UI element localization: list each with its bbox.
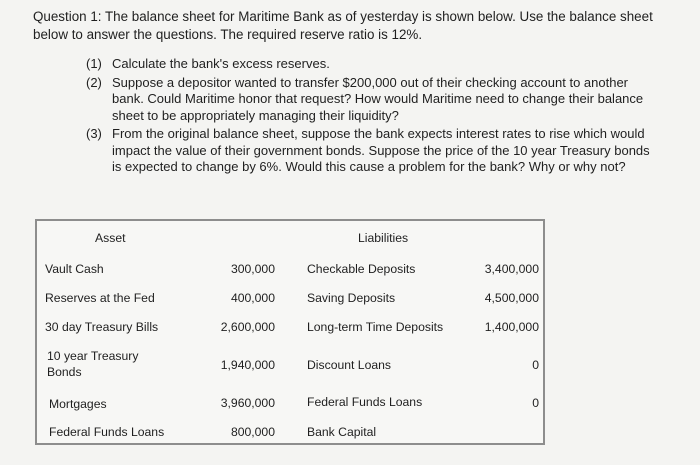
liability-name-federal-funds-loans: Federal Funds Loans — [307, 395, 423, 409]
question-intro: Question 1: The balance sheet for Maritime Bank as of yesterday is shown below. Use the balance sheet below to answer the questions. The required reserve ratio is 12%. — [33, 9, 653, 42]
asset-header: Asset — [95, 231, 126, 245]
question-text-2: Suppose a depositor wanted to transfer $200,000 out of their checking account to another bank. Could Maritime honor that request? How would Maritime need to change their balance sheet to be appropriately managing their liquidity? — [112, 74, 644, 123]
question-text-3: From the original balance sheet, suppose the bank expects interest rates to rise which would impact the value of their government bonds. Suppose the price of the 10 year Treasury bonds is expected to change by 6%. Would this cause a problem for the bank? Why or why not? — [112, 126, 650, 174]
question-item-2 — [86, 75, 673, 125]
question-number-3: (3) — [86, 126, 102, 141]
asset-name-10-year-bonds: 10 year Treasury Bonds — [47, 349, 139, 379]
question-list — [33, 56, 673, 176]
liability-name-discount-loans: Discount Loans — [307, 358, 392, 372]
asset-name-federal-funds-loans: Federal Funds Loans — [49, 425, 165, 439]
question-item-1 — [86, 56, 673, 73]
liability-value-saving-deposits: 4,500,000 — [484, 291, 539, 305]
asset-value-30-day-bills: 2,600,000 — [220, 320, 275, 334]
liability-name-checkable-deposits: Checkable Deposits — [307, 262, 416, 276]
asset-name-vault-cash: Vault Cash — [45, 262, 104, 276]
balance-sheet-table — [35, 219, 545, 445]
question-number-2: (2) — [86, 74, 102, 90]
asset-name-mortgages: Mortgages — [49, 397, 107, 411]
liabilities-header: Liabilities — [358, 231, 409, 245]
asset-value-mortgages: 3,960,000 — [220, 396, 275, 410]
asset-value-10-year-bonds: 1,940,000 — [220, 358, 275, 372]
asset-value-reserves-fed: 400,000 — [230, 291, 275, 305]
asset-name-30-day-bills: 30 day Treasury Bills — [45, 320, 159, 334]
liability-value-federal-funds-loans: 0 — [532, 396, 539, 410]
liability-name-saving-deposits: Saving Deposits — [307, 291, 396, 305]
question-text-1: Calculate the bank's excess reserves. — [112, 56, 330, 71]
question-item-3 — [86, 126, 673, 176]
asset-value-federal-funds-loans: 800,000 — [230, 425, 275, 439]
liability-value-long-term-deposits: 1,400,000 — [484, 320, 539, 334]
liability-value-checkable-deposits: 3,400,000 — [484, 262, 539, 276]
liability-name-long-term-deposits: Long-term Time Deposits — [307, 320, 444, 334]
asset-name-reserves-fed: Reserves at the Fed — [45, 291, 155, 305]
question-number-1: (1) — [86, 56, 102, 71]
asset-value-vault-cash: 300,000 — [230, 262, 275, 276]
liability-name-bank-capital: Bank Capital — [307, 425, 377, 439]
question-block — [33, 8, 673, 178]
liability-value-discount-loans: 0 — [532, 358, 539, 372]
